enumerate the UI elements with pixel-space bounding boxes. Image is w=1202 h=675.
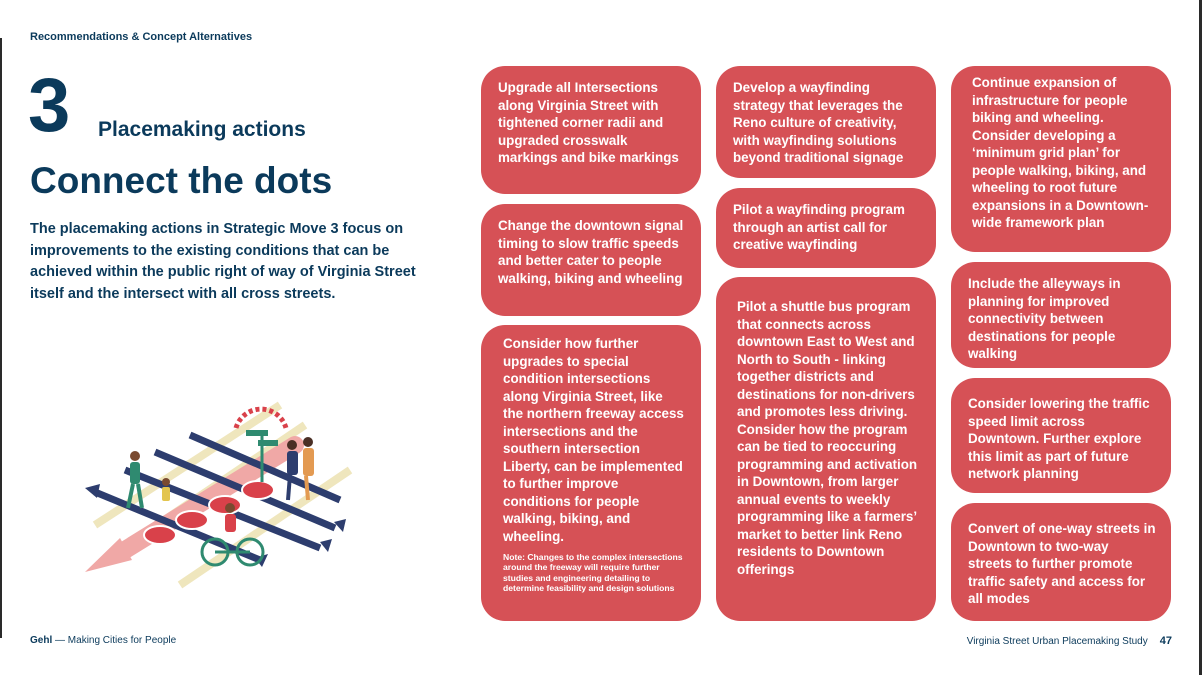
card-text: Convert of one-way streets in Downtown to two-way streets to further promote traffic safety and access for all modes <box>968 521 1156 606</box>
section-subtitle: Placemaking actions <box>98 118 306 141</box>
card-text: Consider lowering the traffic speed limit across Downtown. Further explore this limit as part of future network planning <box>968 396 1150 481</box>
card-bike-infrastructure <box>951 66 1171 252</box>
card-upgrade-intersections <box>481 66 701 194</box>
card-text: Pilot a wayfinding program through an artist call for creative wayfinding <box>733 202 905 252</box>
card-text: Consider how further upgrades to special condition intersections along Virginia Street, like the northern freeway access intersections and the southern intersection Liberty, can be implemented to further improve conditions for people walking, biking, and wheeling. <box>503 336 684 544</box>
card-text: Continue expansion of infrastructure for people biking and wheeling. Consider developing a ‘minimum grid plan’ for people walking, biking, and wheeling to root future expansions in a Downtown-wide framework plan <box>972 75 1149 230</box>
street-illustration <box>80 400 380 590</box>
footer-brand: Gehl <box>30 635 53 646</box>
footer-tagline: Making Cities for People <box>67 635 177 646</box>
card-note: Note: Changes to the complex intersections around the freeway will require further studies and engineering detailing to determine feasibility and design solutions <box>503 552 683 594</box>
page-edge-left <box>0 38 2 638</box>
card-signal-timing <box>481 204 701 316</box>
footer-dash: — <box>55 635 68 646</box>
page-number: 47 <box>1159 635 1172 647</box>
card-special-intersections <box>481 325 701 621</box>
footer-study-title: Virginia Street Urban Placemaking Study <box>966 636 1148 647</box>
card-text: Upgrade all Intersections along Virginia Street with tightened corner radii and upgraded crosswalk markings and bike markings <box>498 80 679 165</box>
card-text: Pilot a shuttle bus program that connects across downtown East to West and North to South - linking together districts and destinations for non-drivers and promotes less driving. Consider how the program can be tied to reoccuring programming and activation in Downtown, from larger annual events to weekly programming like a farmers’ market to better link Reno residents to Downtown offerings <box>737 299 918 577</box>
card-speed-limit <box>951 378 1171 493</box>
section-label: Recommendations & Concept Alternatives <box>30 31 253 43</box>
card-wayfinding-pilot <box>716 188 936 268</box>
card-alleyways <box>951 262 1171 368</box>
card-text: Change the downtown signal timing to slow traffic speeds and better cater to people walking, biking and wheeling <box>498 218 684 286</box>
page-title: Connect the dots <box>30 160 333 201</box>
strategic-move-number: 3 <box>28 63 71 148</box>
footer-left <box>30 635 176 646</box>
footer-right <box>967 635 1172 647</box>
card-two-way-streets <box>951 503 1171 621</box>
card-text: Include the alleyways in planning for improved connectivity between destinations for people walking <box>968 276 1121 361</box>
intro-paragraph: The placemaking actions in Strategic Move 3 focus on improvements to the existing conditions that can be achieved within the public right of way of Virginia Street itself and the intersect with all cross streets. <box>30 221 416 302</box>
card-shuttle-bus <box>716 277 936 621</box>
card-wayfinding-strategy <box>716 66 936 178</box>
card-text: Develop a wayfinding strategy that leverages the Reno culture of creativity, with wayfinding solutions beyond traditional signage <box>733 80 904 165</box>
